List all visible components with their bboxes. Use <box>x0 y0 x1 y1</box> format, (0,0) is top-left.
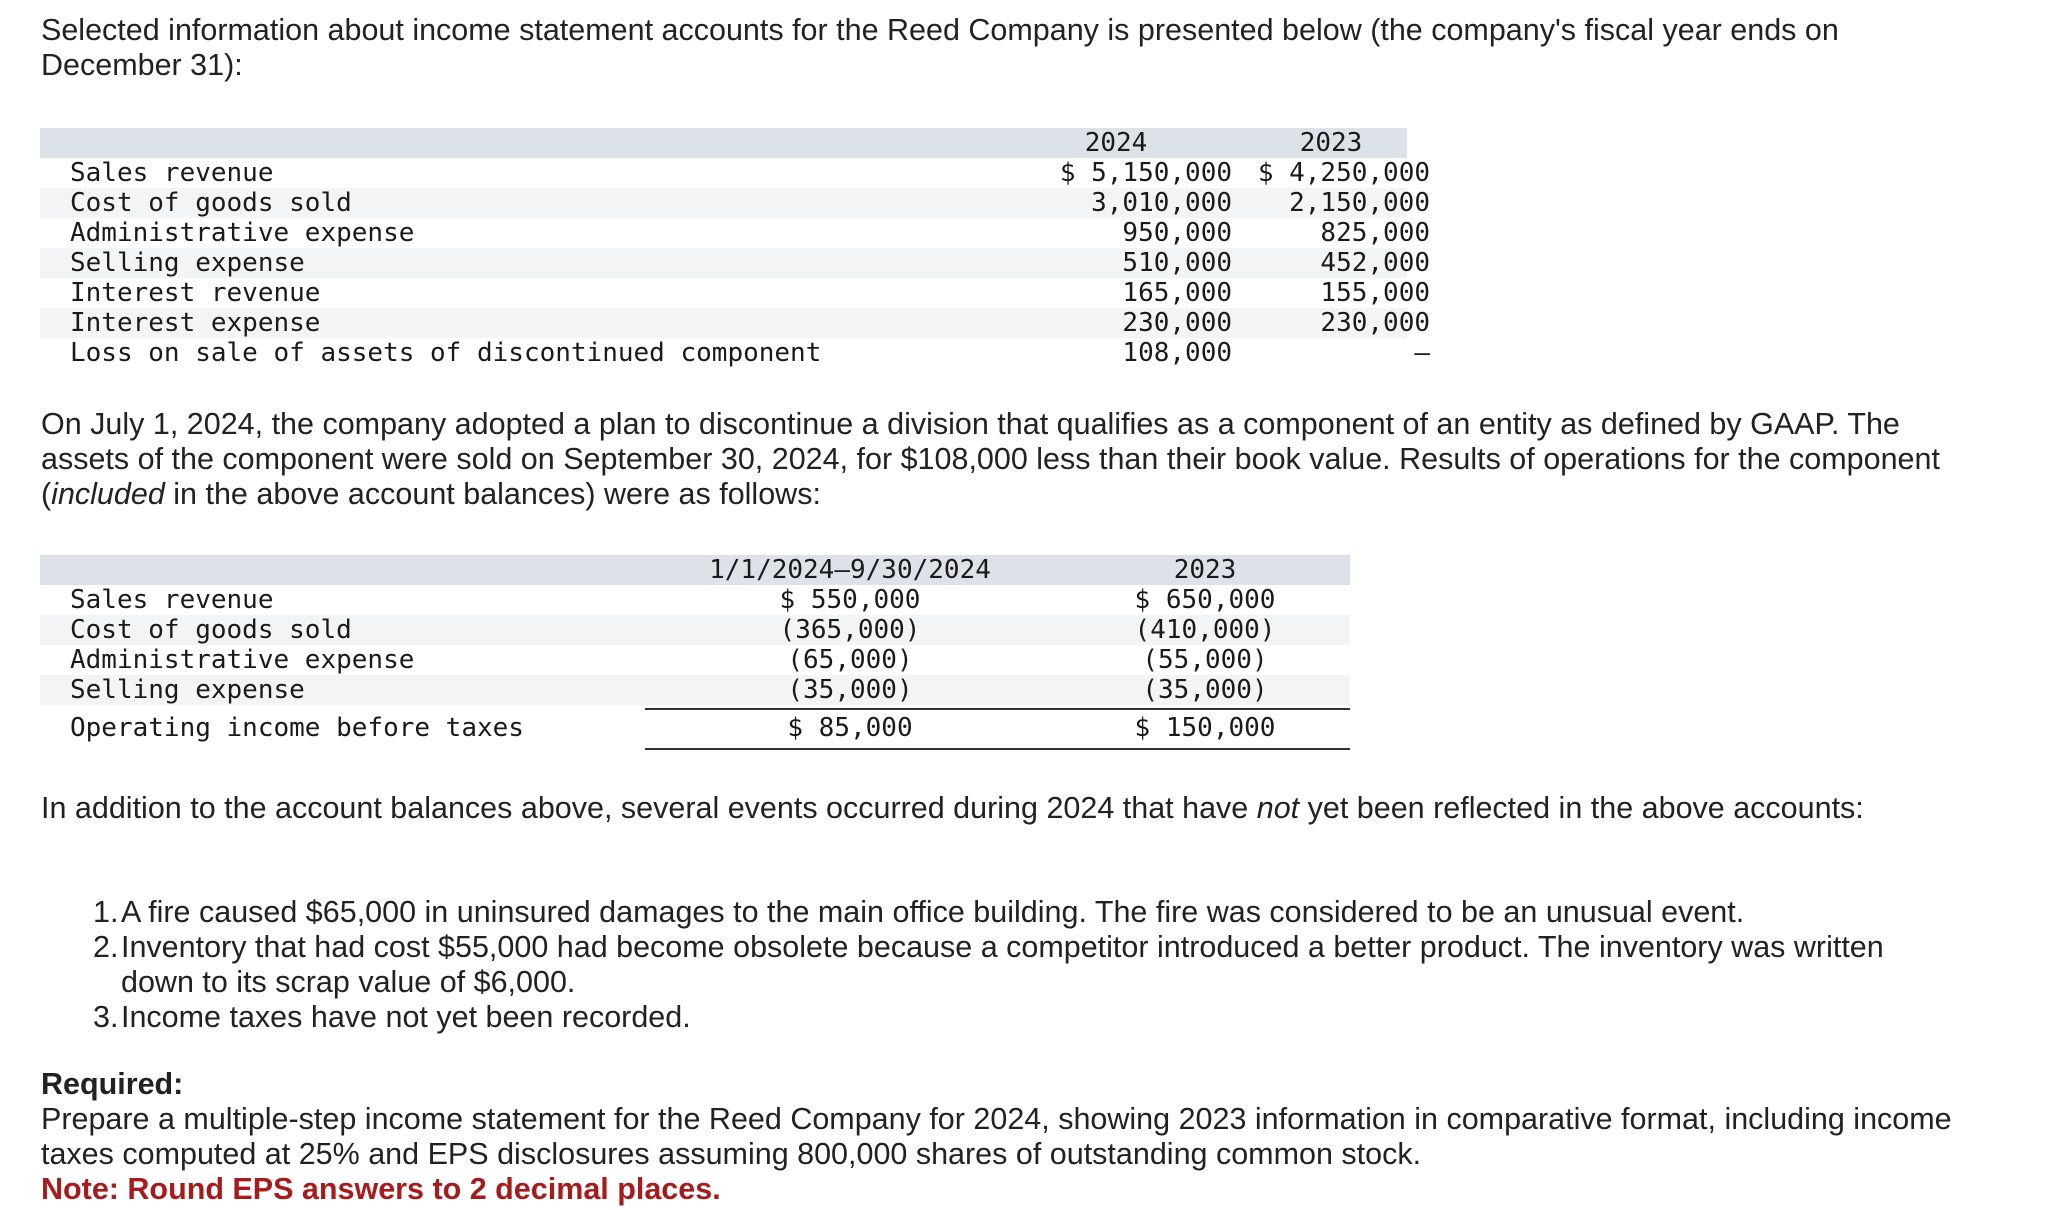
intro-paragraph: Selected information about income statement accounts for the Reed Company is presented below (the company's fiscal year ends on December 31): <box>41 13 1839 82</box>
row-label: Interest revenue <box>70 278 321 308</box>
list-number: 2. <box>93 930 119 964</box>
list-item <box>41 930 1961 1000</box>
list-item-text: Inventory that had cost $55,000 had become obsolete because a competitor introduced a better product. The inventory was written down to its scrap value of $6,000. <box>121 930 1884 999</box>
value-2024: 165,000 <box>1122 278 1232 308</box>
value-2024: (35,000) <box>787 675 913 705</box>
value-2024: $ 5,150,000 <box>1059 158 1232 188</box>
row-label: Selling expense <box>70 248 305 278</box>
total-2024: $ 85,000 <box>787 713 913 743</box>
value-2024: $ 550,000 <box>779 585 921 615</box>
emphasis-text: included <box>51 477 165 511</box>
value-2024: 510,000 <box>1122 248 1232 278</box>
value-2023: (35,000) <box>1142 675 1268 705</box>
total-2023: $ 150,000 <box>1134 713 1276 743</box>
required-label: Required: <box>41 1067 184 1101</box>
column-header-2023: 2023 <box>1299 128 1363 158</box>
events-list <box>41 895 1961 1035</box>
value-2023: 825,000 <box>1320 218 1430 248</box>
value-2023: (410,000) <box>1134 615 1276 645</box>
value-2024: 3,010,000 <box>1091 188 1232 218</box>
rounding-note: Note: Round EPS answers to 2 decimal places. <box>41 1172 721 1206</box>
row-label: Cost of goods sold <box>70 188 352 218</box>
value-2023: 230,000 <box>1320 308 1430 338</box>
paragraph-text: in the above account balances) were as follows: <box>164 477 821 511</box>
row-label: Selling expense <box>70 675 305 705</box>
column-header-period: 1/1/2024–9/30/2024 <box>709 555 991 585</box>
emphasis-text: not <box>1256 791 1300 825</box>
paragraph-text: On July 1, 2024, the company adopted a plan to discontinue a division that qualifies as a component of an entity as defined by GAAP. The assets of the component were sold on September 30, 2024, for $108,000 less than their book value. Results of operations for the component ( <box>41 407 1940 511</box>
value-2023: 155,000 <box>1320 278 1430 308</box>
list-item-text: A fire caused $65,000 in uninsured damages to the main office building. The fire was considered to be an unusual event. <box>121 895 1745 929</box>
column-header-2023: 2023 <box>1173 555 1237 585</box>
list-item-text: Income taxes have not yet been recorded. <box>121 1000 691 1034</box>
events-intro-paragraph <box>41 791 1961 826</box>
paragraph-text: yet been reflected in the above accounts: <box>1299 791 1864 825</box>
value-2024: (365,000) <box>779 615 921 645</box>
value-2024: 950,000 <box>1122 218 1232 248</box>
paragraph-text: In addition to the account balances above, several events occurred during 2024 that have <box>41 791 1257 825</box>
row-label: Sales revenue <box>70 585 274 615</box>
total-rule <box>645 748 1350 750</box>
value-2023: – <box>1414 338 1430 368</box>
value-2023: $ 650,000 <box>1134 585 1276 615</box>
value-2023: 452,000 <box>1320 248 1430 278</box>
value-2023: (55,000) <box>1142 645 1268 675</box>
value-2024: 230,000 <box>1122 308 1232 338</box>
value-2024: (65,000) <box>787 645 913 675</box>
list-item <box>41 1000 1961 1035</box>
value-2023: $ 4,250,000 <box>1257 158 1430 188</box>
row-label: Administrative expense <box>70 218 415 248</box>
component-paragraph <box>41 407 1961 512</box>
required-section <box>41 1067 1961 1207</box>
row-label: Cost of goods sold <box>70 615 352 645</box>
row-label: Sales revenue <box>70 158 274 188</box>
row-label: Loss on sale of assets of discontinued component <box>70 338 822 368</box>
row-label: Administrative expense <box>70 645 415 675</box>
list-item <box>41 895 1961 930</box>
total-label: Operating income before taxes <box>70 713 524 743</box>
component-results-table <box>40 555 1350 755</box>
value-2024: 108,000 <box>1122 338 1232 368</box>
row-label: Interest expense <box>70 308 321 338</box>
list-number: 3. <box>93 1000 119 1034</box>
account-balances-table <box>40 128 1430 372</box>
list-number: 1. <box>93 895 119 929</box>
required-text: Prepare a multiple-step income statement for the Reed Company for 2024, showing 2023 information in comparative format, including income taxes computed at 25% and EPS disclosures assuming 800,000 shares of outstanding common stock. <box>41 1102 1952 1171</box>
value-2023: 2,150,000 <box>1289 188 1430 218</box>
subtotal-rule <box>645 708 1350 710</box>
column-header-2024: 2024 <box>1084 128 1148 158</box>
